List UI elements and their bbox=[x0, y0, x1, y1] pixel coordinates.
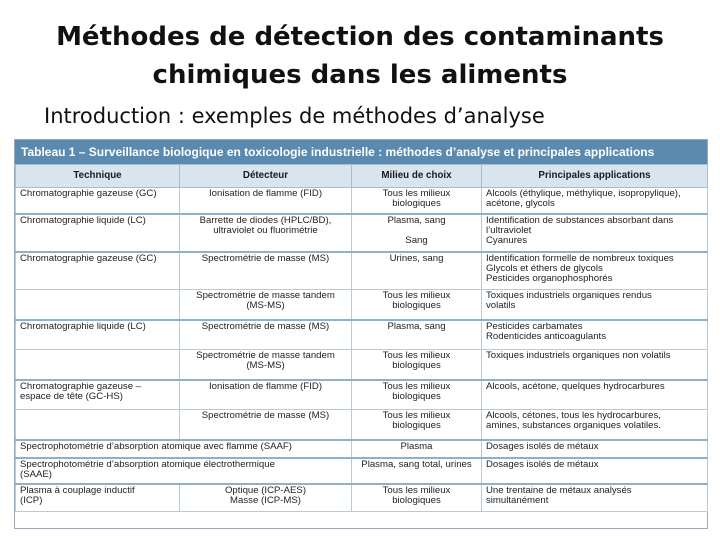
cell-line: Toxiques industriels organiques rendus bbox=[486, 290, 652, 301]
table-row bbox=[16, 410, 708, 440]
cell-applications bbox=[482, 252, 708, 290]
cell-line: Glycols et éthers de glycols bbox=[486, 262, 603, 274]
cell-line: Plasma bbox=[400, 440, 433, 452]
cell-detecteur bbox=[180, 350, 352, 380]
table-caption: Tableau 1 – Surveillance biologique en toxicologie industrielle : méthodes d’analyse et principales applications bbox=[15, 140, 707, 164]
cell-line: Tous les milieux bbox=[382, 380, 451, 392]
cell-applications bbox=[482, 484, 708, 512]
cell-line: Urines, sang bbox=[389, 252, 444, 264]
cell-detecteur bbox=[180, 290, 352, 320]
cell-technique bbox=[16, 410, 180, 440]
cell-line: Plasma, sang total, urines bbox=[361, 458, 472, 470]
cell-milieu bbox=[352, 252, 482, 290]
cell-technique bbox=[16, 188, 180, 214]
cell-line: (ICP) bbox=[20, 494, 43, 506]
cell-line: Pesticides organophosphorés bbox=[486, 272, 613, 284]
cell-line: biologiques bbox=[392, 494, 441, 506]
cell-milieu bbox=[352, 484, 482, 512]
header-milieu: Milieu de choix bbox=[352, 165, 482, 188]
title-line-2: chimiques dans les aliments bbox=[152, 60, 568, 90]
cell-line: volatils bbox=[486, 300, 516, 311]
table-container bbox=[14, 139, 708, 529]
cell-technique bbox=[16, 380, 180, 410]
cell-milieu bbox=[352, 188, 482, 214]
cell-detecteur bbox=[180, 484, 352, 512]
cell-line: Chromatographie liquide (LC) bbox=[20, 214, 146, 226]
cell-line: Spectrométrie de masse (MS) bbox=[201, 320, 330, 332]
cell-applications bbox=[482, 320, 708, 350]
table-row bbox=[16, 484, 708, 512]
header-detecteur: Détecteur bbox=[180, 165, 352, 188]
cell-milieu bbox=[352, 458, 482, 484]
cell-line: (MS-MS) bbox=[246, 360, 285, 371]
cell-milieu bbox=[352, 350, 482, 380]
cell-applications bbox=[482, 380, 708, 410]
cell-line bbox=[356, 226, 477, 236]
cell-line: Dosages isolés de métaux bbox=[486, 440, 599, 452]
cell-applications bbox=[482, 188, 708, 214]
cell-line: Identification formelle de nombreux toxiques bbox=[486, 252, 674, 264]
cell-applications bbox=[482, 214, 708, 252]
cell-line: Chromatographie gazeuse (GC) bbox=[20, 252, 157, 264]
cell-line: Alcools, acétone, quelques hydrocarbures bbox=[486, 380, 665, 392]
cell-line: ultraviolet ou fluorimétrie bbox=[213, 224, 318, 236]
intro-text: Introduction : exemples de méthodes d’analyse bbox=[44, 104, 545, 128]
cell-line: Dosages isolés de métaux bbox=[486, 458, 599, 470]
cell-technique bbox=[16, 214, 180, 252]
cell-line: Chromatographie liquide (LC) bbox=[20, 320, 146, 332]
cell-milieu bbox=[352, 380, 482, 410]
cell-applications bbox=[482, 290, 708, 320]
table-row bbox=[16, 440, 708, 458]
cell-line: Tous les milieux bbox=[382, 188, 451, 199]
cell-applications bbox=[482, 410, 708, 440]
cell-line: l’ultraviolet bbox=[486, 224, 532, 236]
table-body bbox=[16, 188, 708, 512]
cell-detecteur bbox=[180, 252, 352, 290]
table-row bbox=[16, 320, 708, 350]
cell-milieu bbox=[352, 320, 482, 350]
cell-line: Spectrophotométrie d’absorption atomique électrothermique bbox=[20, 458, 275, 470]
cell-line: simultanément bbox=[486, 494, 549, 506]
cell-line: Ionisation de flamme (FID) bbox=[208, 188, 323, 199]
table-header-row bbox=[16, 165, 708, 188]
cell-technique bbox=[16, 252, 180, 290]
cell-line: biologiques bbox=[392, 360, 441, 371]
cell-line: Spectrométrie de masse tandem bbox=[196, 290, 335, 301]
cell-line: Masse (ICP-MS) bbox=[230, 494, 301, 506]
cell-detecteur bbox=[180, 380, 352, 410]
table-row bbox=[16, 252, 708, 290]
cell-line: Pesticides carbamates bbox=[486, 320, 583, 332]
cell-line: Alcools (éthylique, méthylique, isopropylique), bbox=[486, 188, 681, 199]
header-technique: Technique bbox=[16, 165, 180, 188]
cell-detecteur bbox=[180, 188, 352, 214]
cell-line: Plasma à couplage inductif bbox=[20, 484, 135, 496]
cell-line: acétone, glycols bbox=[486, 198, 555, 209]
cell-line: Plasma, sang bbox=[387, 320, 446, 332]
table-row bbox=[16, 214, 708, 252]
cell-line: biologiques bbox=[392, 420, 441, 431]
table-row bbox=[16, 188, 708, 214]
cell-line: Plasma, sang bbox=[387, 214, 446, 226]
table-row bbox=[16, 350, 708, 380]
cell-line: espace de tête (GC-HS) bbox=[20, 390, 123, 402]
cell-line: Spectrophotométrie d’absorption atomique avec flamme (SAAF) bbox=[20, 440, 292, 452]
cell-line: Ionisation de flamme (FID) bbox=[208, 380, 323, 392]
cell-milieu bbox=[352, 410, 482, 440]
cell-line: biologiques bbox=[392, 300, 441, 311]
table-row bbox=[16, 458, 708, 484]
slide-title bbox=[40, 18, 680, 94]
cell-milieu bbox=[352, 214, 482, 252]
cell-line: Tous les milieux bbox=[382, 290, 451, 301]
cell-technique bbox=[16, 484, 180, 512]
methods-table bbox=[15, 164, 708, 512]
cell-technique bbox=[16, 458, 352, 484]
cell-line: Tous les milieux bbox=[382, 350, 451, 361]
cell-technique bbox=[16, 320, 180, 350]
cell-line: amines, substances organiques volatiles. bbox=[486, 420, 661, 431]
cell-line: Optique (ICP-AES) bbox=[224, 484, 307, 496]
cell-line: Tous les milieux bbox=[382, 410, 451, 421]
title-line-1: Méthodes de détection des contaminants bbox=[56, 22, 664, 52]
cell-line: (SAAE) bbox=[20, 468, 52, 480]
cell-line: Spectrométrie de masse tandem bbox=[196, 350, 335, 361]
cell-line: biologiques bbox=[392, 198, 441, 209]
cell-line: Sang bbox=[405, 234, 428, 246]
cell-technique bbox=[16, 350, 180, 380]
header-applications: Principales applications bbox=[482, 165, 708, 188]
cell-line: Chromatographie gazeuse (GC) bbox=[20, 188, 157, 199]
cell-line: Barrette de diodes (HPLC/BD), bbox=[199, 214, 332, 226]
cell-line: biologiques bbox=[392, 390, 441, 402]
cell-line: Spectrométrie de masse (MS) bbox=[201, 252, 330, 264]
cell-detecteur bbox=[180, 214, 352, 252]
table-row bbox=[16, 380, 708, 410]
cell-line: Identification de substances absorbant dans bbox=[486, 214, 674, 226]
cell-technique bbox=[16, 440, 352, 458]
cell-line: Toxiques industriels organiques non volatils bbox=[486, 350, 671, 361]
cell-technique bbox=[16, 290, 180, 320]
cell-detecteur bbox=[180, 320, 352, 350]
cell-applications bbox=[482, 350, 708, 380]
cell-milieu bbox=[352, 290, 482, 320]
cell-line: (MS-MS) bbox=[246, 300, 285, 311]
cell-milieu bbox=[352, 440, 482, 458]
cell-line: Alcools, cétones, tous les hydrocarbures, bbox=[486, 410, 661, 421]
cell-line: Chromatographie gazeuse – bbox=[20, 380, 142, 392]
cell-line: Tous les milieux bbox=[382, 484, 451, 496]
cell-applications bbox=[482, 440, 708, 458]
cell-applications bbox=[482, 458, 708, 484]
cell-line: Cyanures bbox=[486, 234, 528, 246]
cell-detecteur bbox=[180, 410, 352, 440]
table-row bbox=[16, 290, 708, 320]
cell-line: Une trentaine de métaux analysés bbox=[486, 484, 632, 496]
cell-line: Spectrométrie de masse (MS) bbox=[201, 410, 330, 421]
cell-line: Rodenticides anticoagulants bbox=[486, 330, 607, 342]
